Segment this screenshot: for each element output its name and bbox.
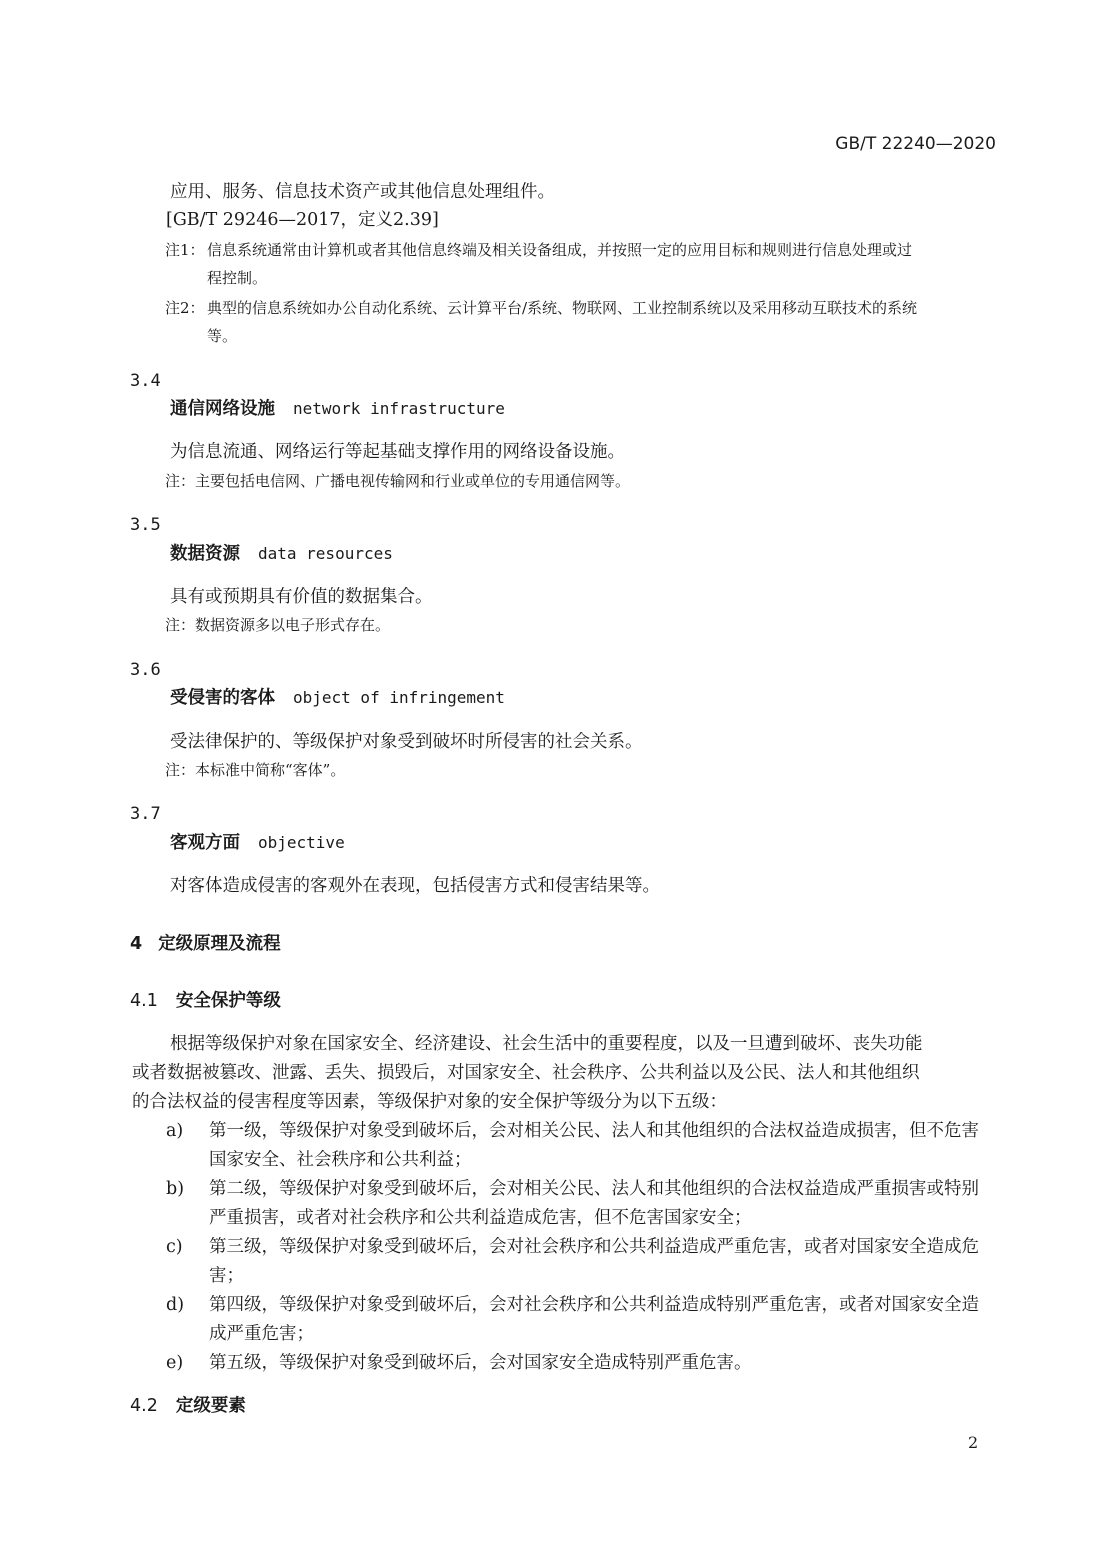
- note2-label: 注2：: [165, 299, 205, 317]
- term-heading: [170, 832, 345, 854]
- list-text: 第四级，等级保护对象受到破坏后，会对社会秩序和公共利益造成特别严重危害，或者对国家安全造成严重危害；: [209, 1295, 979, 1344]
- term-zh: 通信网络设施: [170, 399, 275, 419]
- term-en: data resources: [258, 544, 393, 563]
- list-item: [166, 1175, 996, 1233]
- definition-reference: [GB/T 29246—2017，定义2.39]: [166, 210, 439, 230]
- paragraph-line: 或者数据被篡改、泄露、丢失、损毁后，对国家安全、社会秩序、公共利益以及公民、法人和其他组织: [132, 1063, 920, 1083]
- term-number: 3.5: [130, 515, 161, 535]
- list-marker: a): [166, 1121, 184, 1141]
- term-heading: [170, 687, 505, 709]
- term-en: object of infringement: [293, 688, 505, 707]
- list-text: 第一级，等级保护对象受到破坏后，会对相关公民、法人和其他组织的合法权益造成损害，但不危害国家安全、社会秩序和公共利益；: [209, 1121, 979, 1170]
- section-number: 4: [130, 934, 143, 954]
- section-4-1-heading: [130, 990, 281, 1012]
- section-title: 定级要素: [175, 1396, 246, 1416]
- section-4-2-heading: [130, 1395, 246, 1417]
- list-text: 第五级，等级保护对象受到破坏后，会对国家安全造成特别严重危害。: [209, 1353, 752, 1373]
- section-title: 安全保护等级: [175, 991, 281, 1011]
- term-zh: 受侵害的客体: [170, 688, 275, 708]
- list-item: [166, 1117, 996, 1175]
- note2-text: 典型的信息系统如办公自动化系统、云计算平台/系统、物联网、工业控制系统以及采用移动互联技术的系统: [207, 299, 918, 317]
- paragraph-line: 的合法权益的侵害程度等因素，等级保护对象的安全保护等级分为以下五级：: [132, 1092, 727, 1112]
- term-zh: 客观方面: [170, 833, 240, 853]
- term-note: 注：主要包括电信网、广播电视传输网和行业或单位的专用通信网等。: [165, 472, 631, 490]
- note1-text-cont: 程控制。: [207, 269, 268, 287]
- list-marker: e): [166, 1353, 184, 1373]
- term-number: 3.4: [130, 371, 161, 391]
- term-number: 3.6: [130, 660, 161, 680]
- list-text: 第三级，等级保护对象受到破坏后，会对社会秩序和公共利益造成严重危害，或者对国家安全造成危害；: [209, 1237, 979, 1286]
- definition-continuation: 应用、服务、信息技术资产或其他信息处理组件。: [170, 182, 555, 202]
- term-definition: 受法律保护的、等级保护对象受到破坏时所侵害的社会关系。: [170, 732, 643, 752]
- page-number: 2: [968, 1433, 979, 1452]
- term-heading: [170, 543, 393, 565]
- note1-label: 注1：: [165, 241, 205, 259]
- term-note: 注：本标准中简称“客体”。: [165, 761, 346, 779]
- term-note: 注：数据资源多以电子形式存在。: [165, 616, 391, 634]
- list-item: [166, 1233, 996, 1291]
- note1-text: 信息系统通常由计算机或者其他信息终端及相关设备组成，并按照一定的应用目标和规则进行信息处理或过: [207, 241, 913, 259]
- section-number: 4.1: [130, 991, 158, 1011]
- term-definition: 为信息流通、网络运行等起基础支撑作用的网络设备设施。: [170, 442, 625, 462]
- list-text: 第二级，等级保护对象受到破坏后，会对相关公民、法人和其他组织的合法权益造成严重损害或特别严重损害，或者对社会秩序和公共利益造成危害，但不危害国家安全；: [209, 1179, 979, 1228]
- list-marker: c): [166, 1237, 183, 1257]
- paragraph-line: 根据等级保护对象在国家安全、经济建设、社会生活中的重要程度，以及一旦遭到破坏、丧失功能: [170, 1034, 923, 1054]
- term-en: objective: [258, 833, 345, 852]
- section-number: 4.2: [130, 1396, 158, 1416]
- term-zh: 数据资源: [170, 544, 240, 564]
- term-heading: [170, 398, 505, 420]
- list-marker: d): [166, 1295, 185, 1315]
- section-title: 定级原理及流程: [158, 934, 281, 954]
- term-definition: 具有或预期具有价值的数据集合。: [170, 587, 433, 607]
- term-number: 3.7: [130, 804, 161, 824]
- list-item: [166, 1349, 996, 1378]
- list-marker: b): [166, 1179, 185, 1199]
- section-4-heading: [130, 933, 281, 955]
- term-definition: 对客体造成侵害的客观外在表现，包括侵害方式和侵害结果等。: [170, 876, 660, 896]
- standard-number: GB/T 22240—2020: [835, 134, 996, 154]
- note2-text-cont: 等。: [207, 327, 238, 345]
- term-en: network infrastructure: [293, 399, 505, 418]
- list-item: [166, 1291, 996, 1349]
